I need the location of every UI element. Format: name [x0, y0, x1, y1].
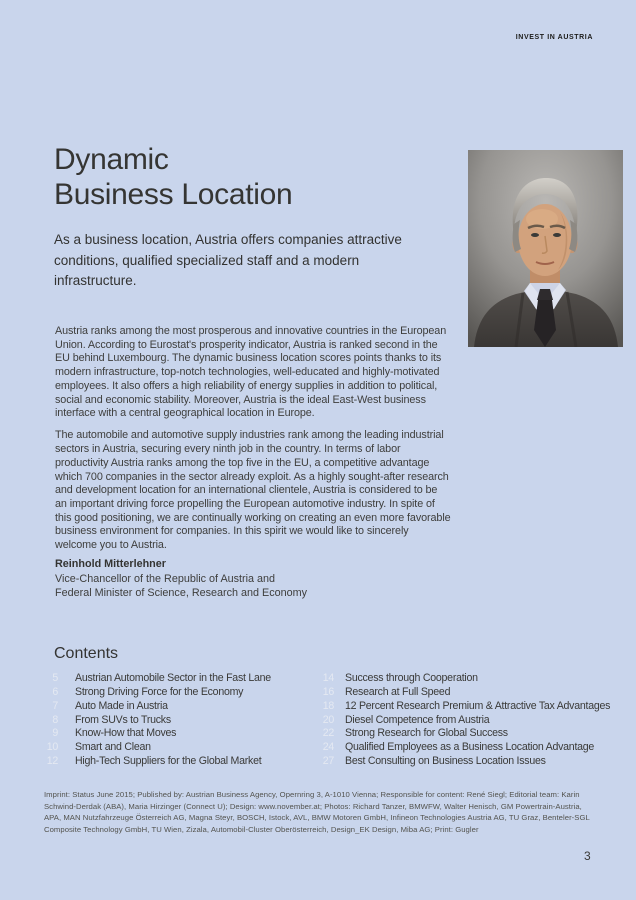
signature-role-line1: Vice-Chancellor of the Republic of Austria and: [55, 572, 276, 585]
page-title-line1: Dynamic: [54, 143, 169, 176]
signature-block: [55, 557, 307, 601]
contents-item: [310, 741, 610, 755]
contents-page-number: 16: [322, 685, 334, 698]
contents-item-title: Strong Driving Force for the Economy: [75, 685, 244, 698]
contents-item: [40, 686, 271, 700]
contents-item: [310, 714, 610, 728]
contents-item: [310, 700, 610, 714]
contents-item-title: Austrian Automobile Sector in the Fast Lane: [75, 672, 271, 684]
contents-item-title: Success through Cooperation: [345, 672, 478, 684]
contents-item: [40, 727, 271, 741]
contents-page-number: 22: [322, 727, 334, 740]
contents-item-title: Auto Made in Austria: [75, 699, 168, 712]
contents-page-number: 18: [322, 699, 334, 712]
contents-page-number: 20: [322, 713, 334, 726]
page-title-line2: Business Location: [54, 178, 293, 211]
page-title: [54, 142, 292, 212]
contents-item-title: Diesel Competence from Austria: [345, 713, 490, 726]
page-number: 3: [584, 849, 591, 863]
contents-item-title: From SUVs to Trucks: [75, 713, 171, 726]
body-paragraph-2: The automobile and automotive supply industries rank among the leading industrial sectors in Austria, securing every ninth job in the country. In terms of labor productivity Austria ranks among the top five in the EU, a competitive advantage which 700 companies in the sector already exploit. As a highly sought-after research and development location for an international clientele, Austria is considered to be an important driving force propelling the European automotive industry. In spite of this good positioning, we are continually working on creating an even more favorable business environment for companies. In this spirit we would like to sincerely welcome you to Austria.: [55, 429, 451, 552]
contents-item-title: High-Tech Suppliers for the Global Market: [75, 755, 262, 768]
contents-item: [40, 741, 271, 755]
contents-item-title: Smart and Clean: [75, 741, 151, 754]
contents-item: [40, 755, 271, 769]
contents-page-number: 5: [52, 672, 58, 684]
contents-item-title: 12 Percent Research Premium & Attractive Tax Advantages: [345, 699, 611, 712]
contents-page-number: 9: [52, 727, 58, 740]
contents-page-number: 27: [322, 755, 334, 768]
contents-page-number: 10: [46, 741, 58, 754]
contents-column-right: [310, 672, 610, 769]
signature-name: Reinhold Mitterlehner: [55, 558, 166, 570]
contents-item-title: Know-How that Moves: [75, 727, 177, 740]
contents-item-title: Qualified Employees as a Business Location Advantage: [345, 741, 595, 754]
contents-page-number: 24: [322, 741, 334, 754]
contents-heading: Contents: [54, 645, 119, 662]
body-paragraph-1: Austria ranks among the most prosperous and innovative countries in the European Union. According to Eurostat's prosperity indicator, Austria is ranked second in the EU behind Luxembourg. The dynamic business location scores points thanks to its modern infrastructure, top-notch technologies, well-educated and highly-motivated employees. It also offers a high reliability of energy supplies in addition to political, social and economic stability. Moreover, Austria is the ideal East-West business interface with a central geographical location in Europe.: [55, 325, 447, 420]
contents-item-title: Strong Research for Global Success: [345, 727, 508, 740]
portrait-photo: [468, 150, 623, 347]
imprint-text: Imprint: Status June 2015; Published by: Austrian Business Agency, Opernring 3, A-1010 Vienna; Responsible for content: René Siegl; Editorial team: Karin Schwind-Derdak (ABA), Maria Hirzinger (Connect U); Design: www.november.at; Photos: Richard Tanzer, BMWFW, Walter Henisch, GM Powertrain-Austria, APA, MAN Nutzfahrzeuge Österreich AG, Magna Steyr, BOSCH, Istock, AVL, BMW Motoren GmbH, Infineon Technologies Austria AG, TU Graz, Benteler-SGL Composite Technology GmbH, TU Wien, Zizala, Automobil-Cluster Oberösterreich, Design_EK Design, Miba AG; Print: Gugler: [44, 790, 590, 834]
lede-paragraph: As a business location, Austria offers companies attractive conditions, qualified specialized staff and a modern infrastructure.: [54, 232, 402, 289]
contents-page-number: 14: [322, 672, 334, 684]
contents-item: [40, 700, 271, 714]
contents-item: [40, 714, 271, 728]
contents-item: [310, 755, 610, 769]
contents-page-number: 7: [52, 699, 58, 712]
contents-item-title: Best Consulting on Business Location Issues: [345, 755, 546, 768]
portrait-photo-illustration: [468, 150, 623, 347]
contents-page-number: 12: [46, 755, 58, 768]
contents-item: [310, 727, 610, 741]
contents-page-number: 8: [52, 713, 58, 726]
contents-item: [40, 672, 271, 686]
contents-item-title: Research at Full Speed: [345, 685, 451, 698]
contents-page-number: 6: [52, 685, 58, 698]
brand-label: INVEST IN AUSTRIA: [515, 34, 593, 41]
signature-role-line2: Federal Minister of Science, Research and Economy: [55, 587, 308, 600]
contents-item: [310, 672, 610, 686]
contents-item: [310, 686, 610, 700]
contents-column-left: [40, 672, 271, 769]
body-text: [55, 325, 451, 553]
